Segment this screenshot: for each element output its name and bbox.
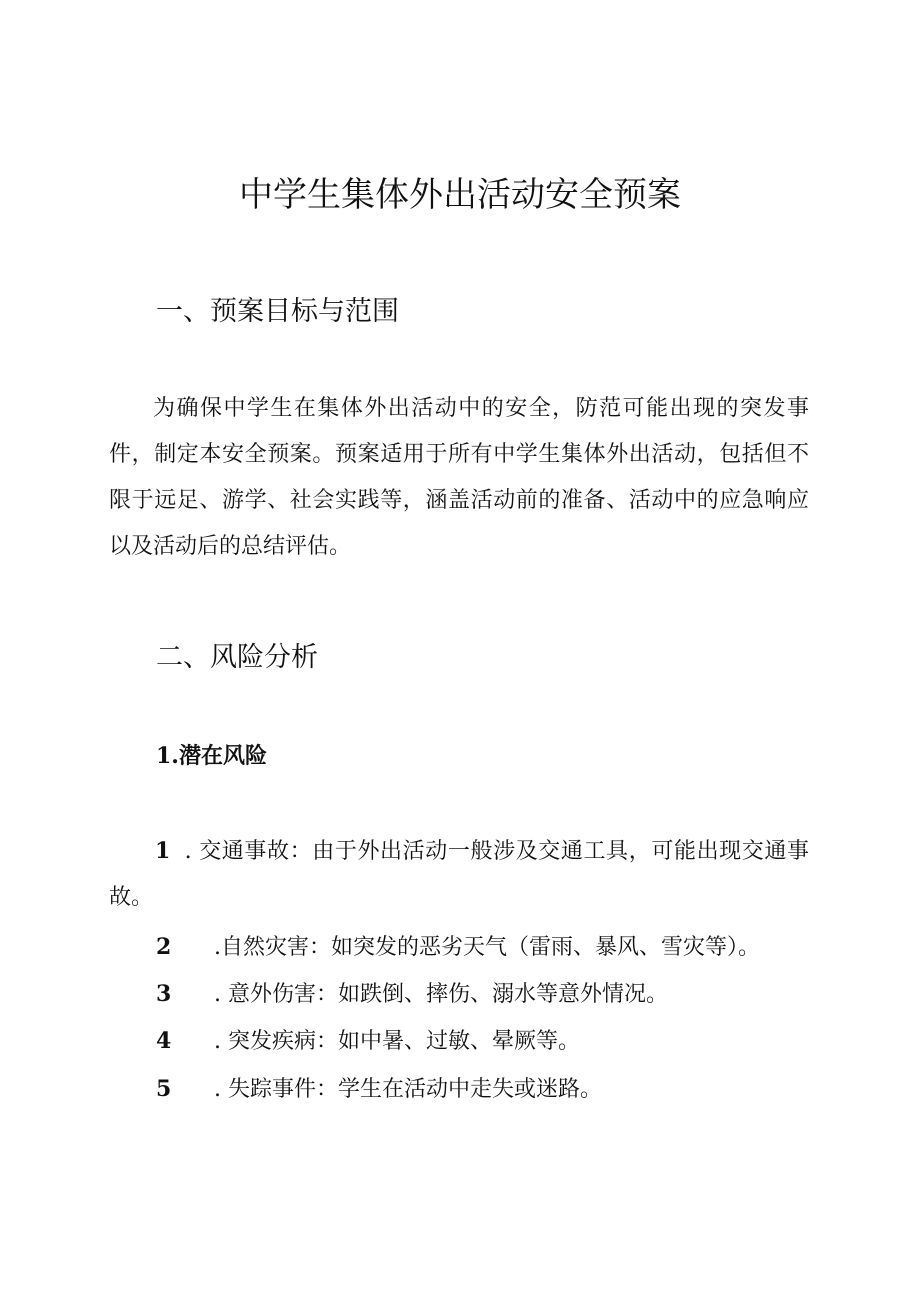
risk-item-text: .自然灾害：如突发的恶劣天气（雷雨、暴风、雪灾等）。: [214, 935, 760, 960]
risk-item-missing: [156, 1066, 602, 1113]
risk-item-number: 1: [155, 838, 171, 864]
risk-item-text: . 失踪事件：学生在活动中走失或迷路。: [214, 1077, 602, 1102]
risk-item-disaster: [156, 924, 760, 971]
risk-item-injury: [156, 971, 668, 1018]
subheading-potential-risk: 1.潜在风险: [156, 743, 267, 769]
risk-item-text: . 意外伤害：如跌倒、摔伤、溺水等意外情况。: [214, 982, 668, 1007]
document-title: 中学生集体外出活动安全预案: [239, 175, 681, 215]
risk-item-text: . 交通事故：由于外出活动一般涉及交通工具，可能出现交通事故。: [109, 839, 809, 910]
section-paragraph-scope: 为确保中学生在集体外出活动中的安全，防范可能出现的突发事件，制定本安全预案。预案适用于所有中学生集体外出活动，包括但不限于远足、游学、社会实践等，涵盖活动前的准备、活动中的应急响应以及活动后的总结评估。: [109, 396, 809, 559]
risk-item-number: 3: [156, 981, 172, 1007]
risk-item-traffic: [109, 828, 809, 921]
section-heading-risk: 二、风险分析: [156, 642, 318, 673]
section-heading-scope: 一、预案目标与范围: [156, 296, 399, 327]
risk-item-illness: [156, 1018, 580, 1065]
risk-item-number: 2: [156, 934, 172, 960]
risk-item-text: . 突发疾病：如中暑、过敏、晕厥等。: [214, 1029, 580, 1054]
risk-item-number: 5: [156, 1076, 172, 1102]
risk-item-number: 4: [156, 1028, 172, 1054]
